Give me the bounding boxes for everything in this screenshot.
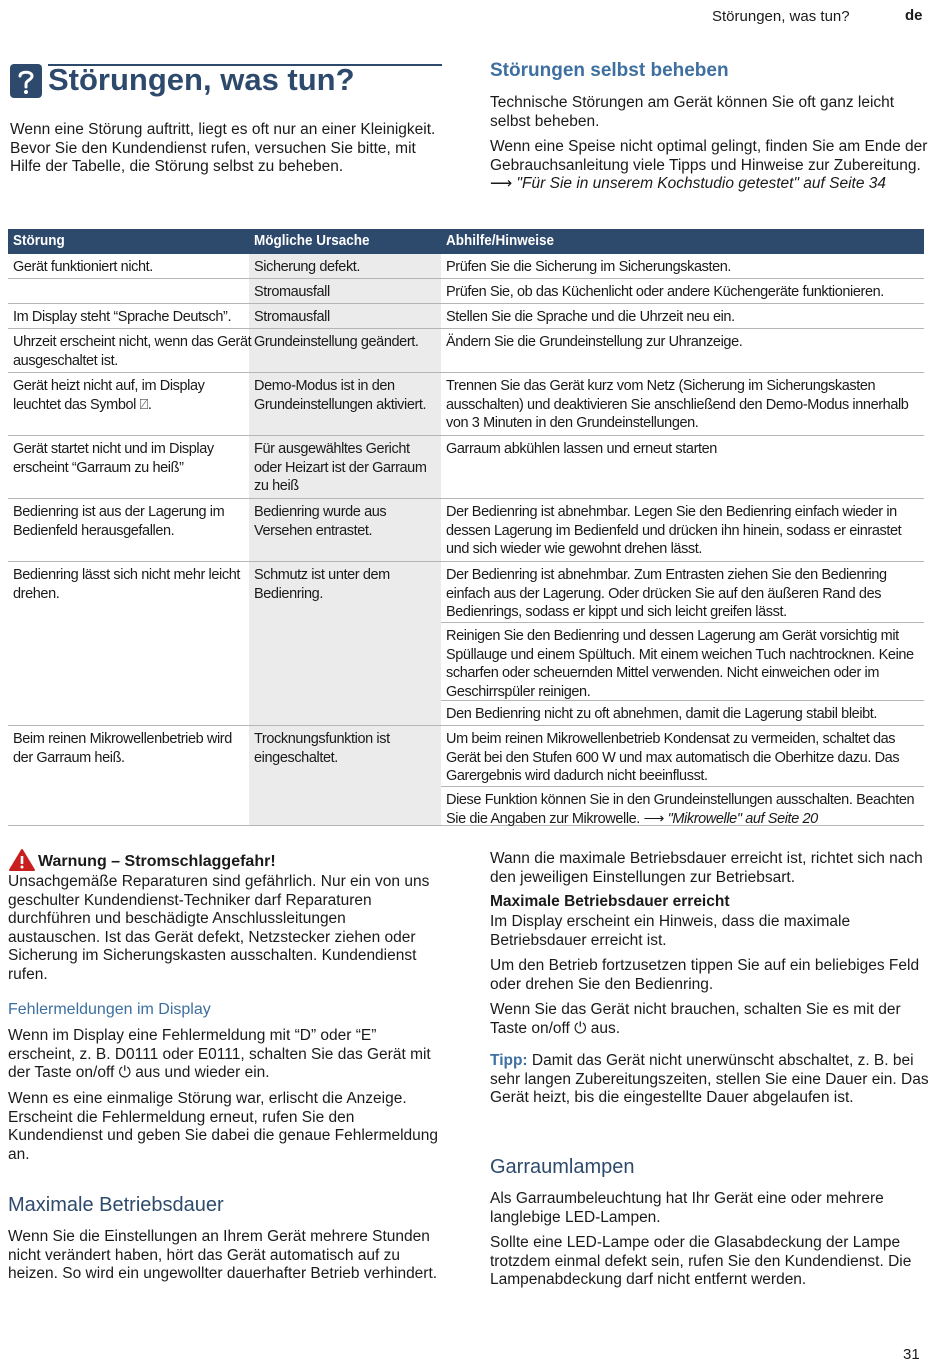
arrow-icon: ⟶ xyxy=(643,810,664,827)
cell-ursache: Für ausgewähltes Gericht oder Heizart ist der Garraum zu heiß xyxy=(254,441,427,494)
section-heading-lampen: Garraumlampen xyxy=(490,1156,635,1178)
cell-abhilfe: Garraum abkühlen lassen und erneut starten xyxy=(446,441,717,457)
troubleshooting-table xyxy=(8,229,924,826)
tip-label: Tipp: xyxy=(490,1052,528,1069)
cell-stoerung: Beim reinen Mikrowellenbetrieb wird der Garraum heiß. xyxy=(13,731,232,766)
fehler-para-2: Wenn es eine einmalige Störung war, erlischt die Anzeige. Erscheint die Fehlermeldung erneut, rufen Sie den Kundendienst und geben Sie dabei die genaue Fehlermeldung an. xyxy=(8,1090,439,1163)
sub-cell xyxy=(441,622,924,701)
arrow-icon: ⟶ xyxy=(490,175,513,192)
cell-stoerung: Im Display steht “Sprache Deutsch”. xyxy=(13,309,232,325)
section-heading-maxdauer: Maximale Betriebsdauer xyxy=(8,1194,224,1216)
maxdauer-para-5 xyxy=(490,1001,930,1038)
table-row xyxy=(8,726,924,826)
cell-abhilfe: Den Bedienring nicht zu oft abnehmen, damit die Lagerung stabil bleibt. xyxy=(446,706,878,722)
section-heading-fehler: Fehlermeldungen im Display xyxy=(8,1001,211,1018)
tip-text: Damit das Gerät nicht unerwünscht abschaltet, z. B. bei sehr langen Zubereitungszeiten, stellen Sie eine Dauer ein. Das Gerät heizt, bis die eingestellte Dauer abgelaufen ist. xyxy=(490,1052,929,1106)
selbst-para-2-text: Wenn eine Speise nicht optimal gelingt, finden Sie am Ende der Gebrauchsanleitung viele Tipps und Hinweise zur Zubereitung. xyxy=(490,138,928,174)
cell-ursache: Stromausfall xyxy=(254,284,330,300)
power-icon: ⏻ xyxy=(118,1064,131,1081)
table-row xyxy=(8,304,924,329)
power-icon: ⏻ xyxy=(574,1019,587,1037)
lampen-para-2: Sollte eine LED-Lampe oder die Glasabdeckung der Lampe trotzdem einmal defekt sein, rufen Sie den Kundendienst. Die Lampenabdeckung darf nicht entfernt werden. xyxy=(490,1234,912,1288)
fehler-para-1-text: Wenn im Display eine Fehlermeldung mit “D” oder “E” erscheint, z. B. D0111 oder E0111, schalten Sie das Gerät mit der Taste on/off xyxy=(8,1027,431,1081)
running-header-title: Störungen, was tun? xyxy=(712,8,850,25)
tip-paragraph xyxy=(490,1052,930,1108)
table-header-row xyxy=(8,229,924,254)
question-mark-icon xyxy=(10,64,42,98)
cell-ursache: Demo-Modus ist in den Grundeinstellungen aktiviert. xyxy=(254,378,427,413)
cell-abhilfe: Prüfen Sie, ob das Küchenlicht oder andere Küchengeräte funktionieren. xyxy=(446,284,884,300)
language-code: de xyxy=(905,7,923,24)
warning-title: Warnung – Stromschlaggefahr! xyxy=(38,853,276,870)
maxdauer-para-4: Um den Betrieb fortzusetzen tippen Sie auf ein beliebiges Feld oder drehen Sie den Bedienring. xyxy=(490,957,920,993)
column-header-stoerung: Störung xyxy=(13,232,65,249)
selbst-para-2 xyxy=(490,138,930,194)
cell-abhilfe: Um beim reinen Mikrowellenbetrieb Kondensat zu vermeiden, schaltet das Gerät bei den Stufen 600 W und max automatisch die Oberhitze dazu. Das Garergebnis wird dadurch nicht beeinflusst. xyxy=(446,731,900,784)
cell-ursache: Sicherung defekt. xyxy=(254,259,361,275)
maxdauer-para-1: Wenn Sie die Einstellungen an Ihrem Gerät mehrere Stunden nicht verändert haben, hört das Gerät automatisch auf zu heizen. So wird ein ungewollter dauerhafter Betrieb verhindert. xyxy=(8,1228,438,1282)
cell-stoerung: Uhrzeit erscheint nicht, wenn das Gerät ausgeschaltet ist. xyxy=(13,334,252,369)
cell-abhilfe: Reinigen Sie den Bedienring und dessen Lagerung am Gerät vorsichtig mit Spüllauge und einem Spültuch. Mit einem weichen Tuch nachtrocknen. Keine scharfen oder scheuernden Mittel verwenden. Nicht einweichen oder im Geschirrspüler reinigen. xyxy=(446,628,914,700)
cell-abhilfe: Der Bedienring ist abnehmbar. Legen Sie den Bedienring einfach wieder in dessen Lagerung im Bedienfeld und drücken ihn hinein, sodass er einrastet und sich wieder wie gewohnt drehen lässt. xyxy=(446,504,902,557)
column-header-ursache: Mögliche Ursache xyxy=(254,232,370,249)
page-number: 31 xyxy=(903,1346,920,1363)
table-row xyxy=(8,499,924,562)
table-row xyxy=(8,562,924,726)
cell-abhilfe: Trennen Sie das Gerät kurz vom Netz (Sicherung im Sicherungskasten ausschalten) und deaktivieren Sie anschließend den Demo-Modus innerhalb von 3 Minuten in den Grundeinstellungen. xyxy=(446,378,909,431)
warning-text: Unsachgemäße Reparaturen sind gefährlich. Nur ein von uns geschulter Kundendienst-Techniker darf Reparaturen durchführen und beschädigte Anschlussleitungen austauschen. Ist das Gerät defekt, Netzstecker ziehen oder Sicherung im Sicherungskasten ausschalten. Kundendienst rufen. xyxy=(8,873,430,983)
cell-stoerung: Gerät startet nicht und im Display erscheint “Garraum zu heiß” xyxy=(13,441,214,476)
cell-ursache: Trocknungsfunktion ist eingeschaltet. xyxy=(254,731,390,766)
table-row xyxy=(8,373,924,436)
cell-stoerung: Gerät heizt nicht auf, im Display leuchtet das Symbol ⍁. xyxy=(13,378,205,413)
cell-ursache: Grundeinstellung geändert. xyxy=(254,334,419,350)
table-row xyxy=(8,329,924,373)
fehler-para-1 xyxy=(8,1027,440,1083)
section-heading-selbst: Störungen selbst beheben xyxy=(490,60,729,81)
cell-ursache: Stromausfall xyxy=(254,309,330,325)
cell-abhilfe: Der Bedienring ist abnehmbar. Zum Entrasten ziehen Sie den Bedienring einfach aus der Lagerung. Oder drücken Sie auf den äußeren Rand des Bedienrings, sodass er kippt und sich leicht greifen lässt. xyxy=(446,567,887,620)
cross-reference-link[interactable]: "Für Sie in unserem Kochstudio getestet" auf Seite 34 xyxy=(516,175,886,192)
cell-stoerung: Bedienring lässt sich nicht mehr leicht drehen. xyxy=(13,567,240,602)
table-row xyxy=(8,279,924,304)
table-row xyxy=(8,254,924,279)
cell-ursache: Schmutz ist unter dem Bedienring. xyxy=(254,567,390,602)
cell-abhilfe: Stellen Sie die Sprache und die Uhrzeit neu ein. xyxy=(446,309,735,325)
lampen-para-1: Als Garraumbeleuchtung hat Ihr Gerät eine oder mehrere langlebige LED-Lampen. xyxy=(490,1190,884,1226)
column-header-abhilfe: Abhilfe/Hinweise xyxy=(446,232,555,249)
cell-stoerung: Gerät funktioniert nicht. xyxy=(13,259,153,275)
selbst-para-1: Technische Störungen am Gerät können Sie oft ganz leicht selbst beheben. xyxy=(490,94,895,130)
fehler-para-1-end: aus und wieder ein. xyxy=(135,1064,270,1081)
intro-text: Wenn eine Störung auftritt, liegt es oft nur an einer Kleinigkeit. Bevor Sie den Kundendienst rufen, versuchen Sie bitte, mit Hilfe der Tabelle, die Störung selbst zu beheben. xyxy=(10,121,436,175)
maxdauer-subheading: Maximale Betriebsdauer erreicht xyxy=(490,893,730,910)
cell-abhilfe: Ändern Sie die Grundeinstellung zur Uhranzeige. xyxy=(446,334,743,350)
page-title: Störungen, was tun? xyxy=(48,62,355,97)
maxdauer-para-5-text: Wenn Sie das Gerät nicht brauchen, schalten Sie es mit der Taste on/off xyxy=(490,1001,901,1037)
maxdauer-para-5-end: aus. xyxy=(590,1019,621,1037)
maxdauer-para-3: Im Display erscheint ein Hinweis, dass die maximale Betriebsdauer erreicht ist. xyxy=(490,913,851,949)
sub-cell xyxy=(441,786,924,826)
cell-abhilfe: Prüfen Sie die Sicherung im Sicherungskasten. xyxy=(446,259,732,275)
maxdauer-para-2: Wann die maximale Betriebsdauer erreicht ist, richtet sich nach den jeweiligen Einstellungen zur Betriebsart. xyxy=(490,850,923,886)
cell-text: Diese Funktion können Sie in den Grundeinstellungen ausschalten. Beachten Sie die Angaben zur Mikrowelle. xyxy=(446,792,915,827)
sub-cell xyxy=(441,700,924,726)
cross-reference-link[interactable]: "Mikrowelle" auf Seite 20 xyxy=(667,810,818,827)
cell-abhilfe xyxy=(446,791,924,828)
cell-ursache: Bedienring wurde aus Versehen entrastet. xyxy=(254,504,387,539)
table-row xyxy=(8,436,924,499)
cell-stoerung: Bedienring ist aus der Lagerung im Bedienfeld herausgefallen. xyxy=(13,504,225,539)
